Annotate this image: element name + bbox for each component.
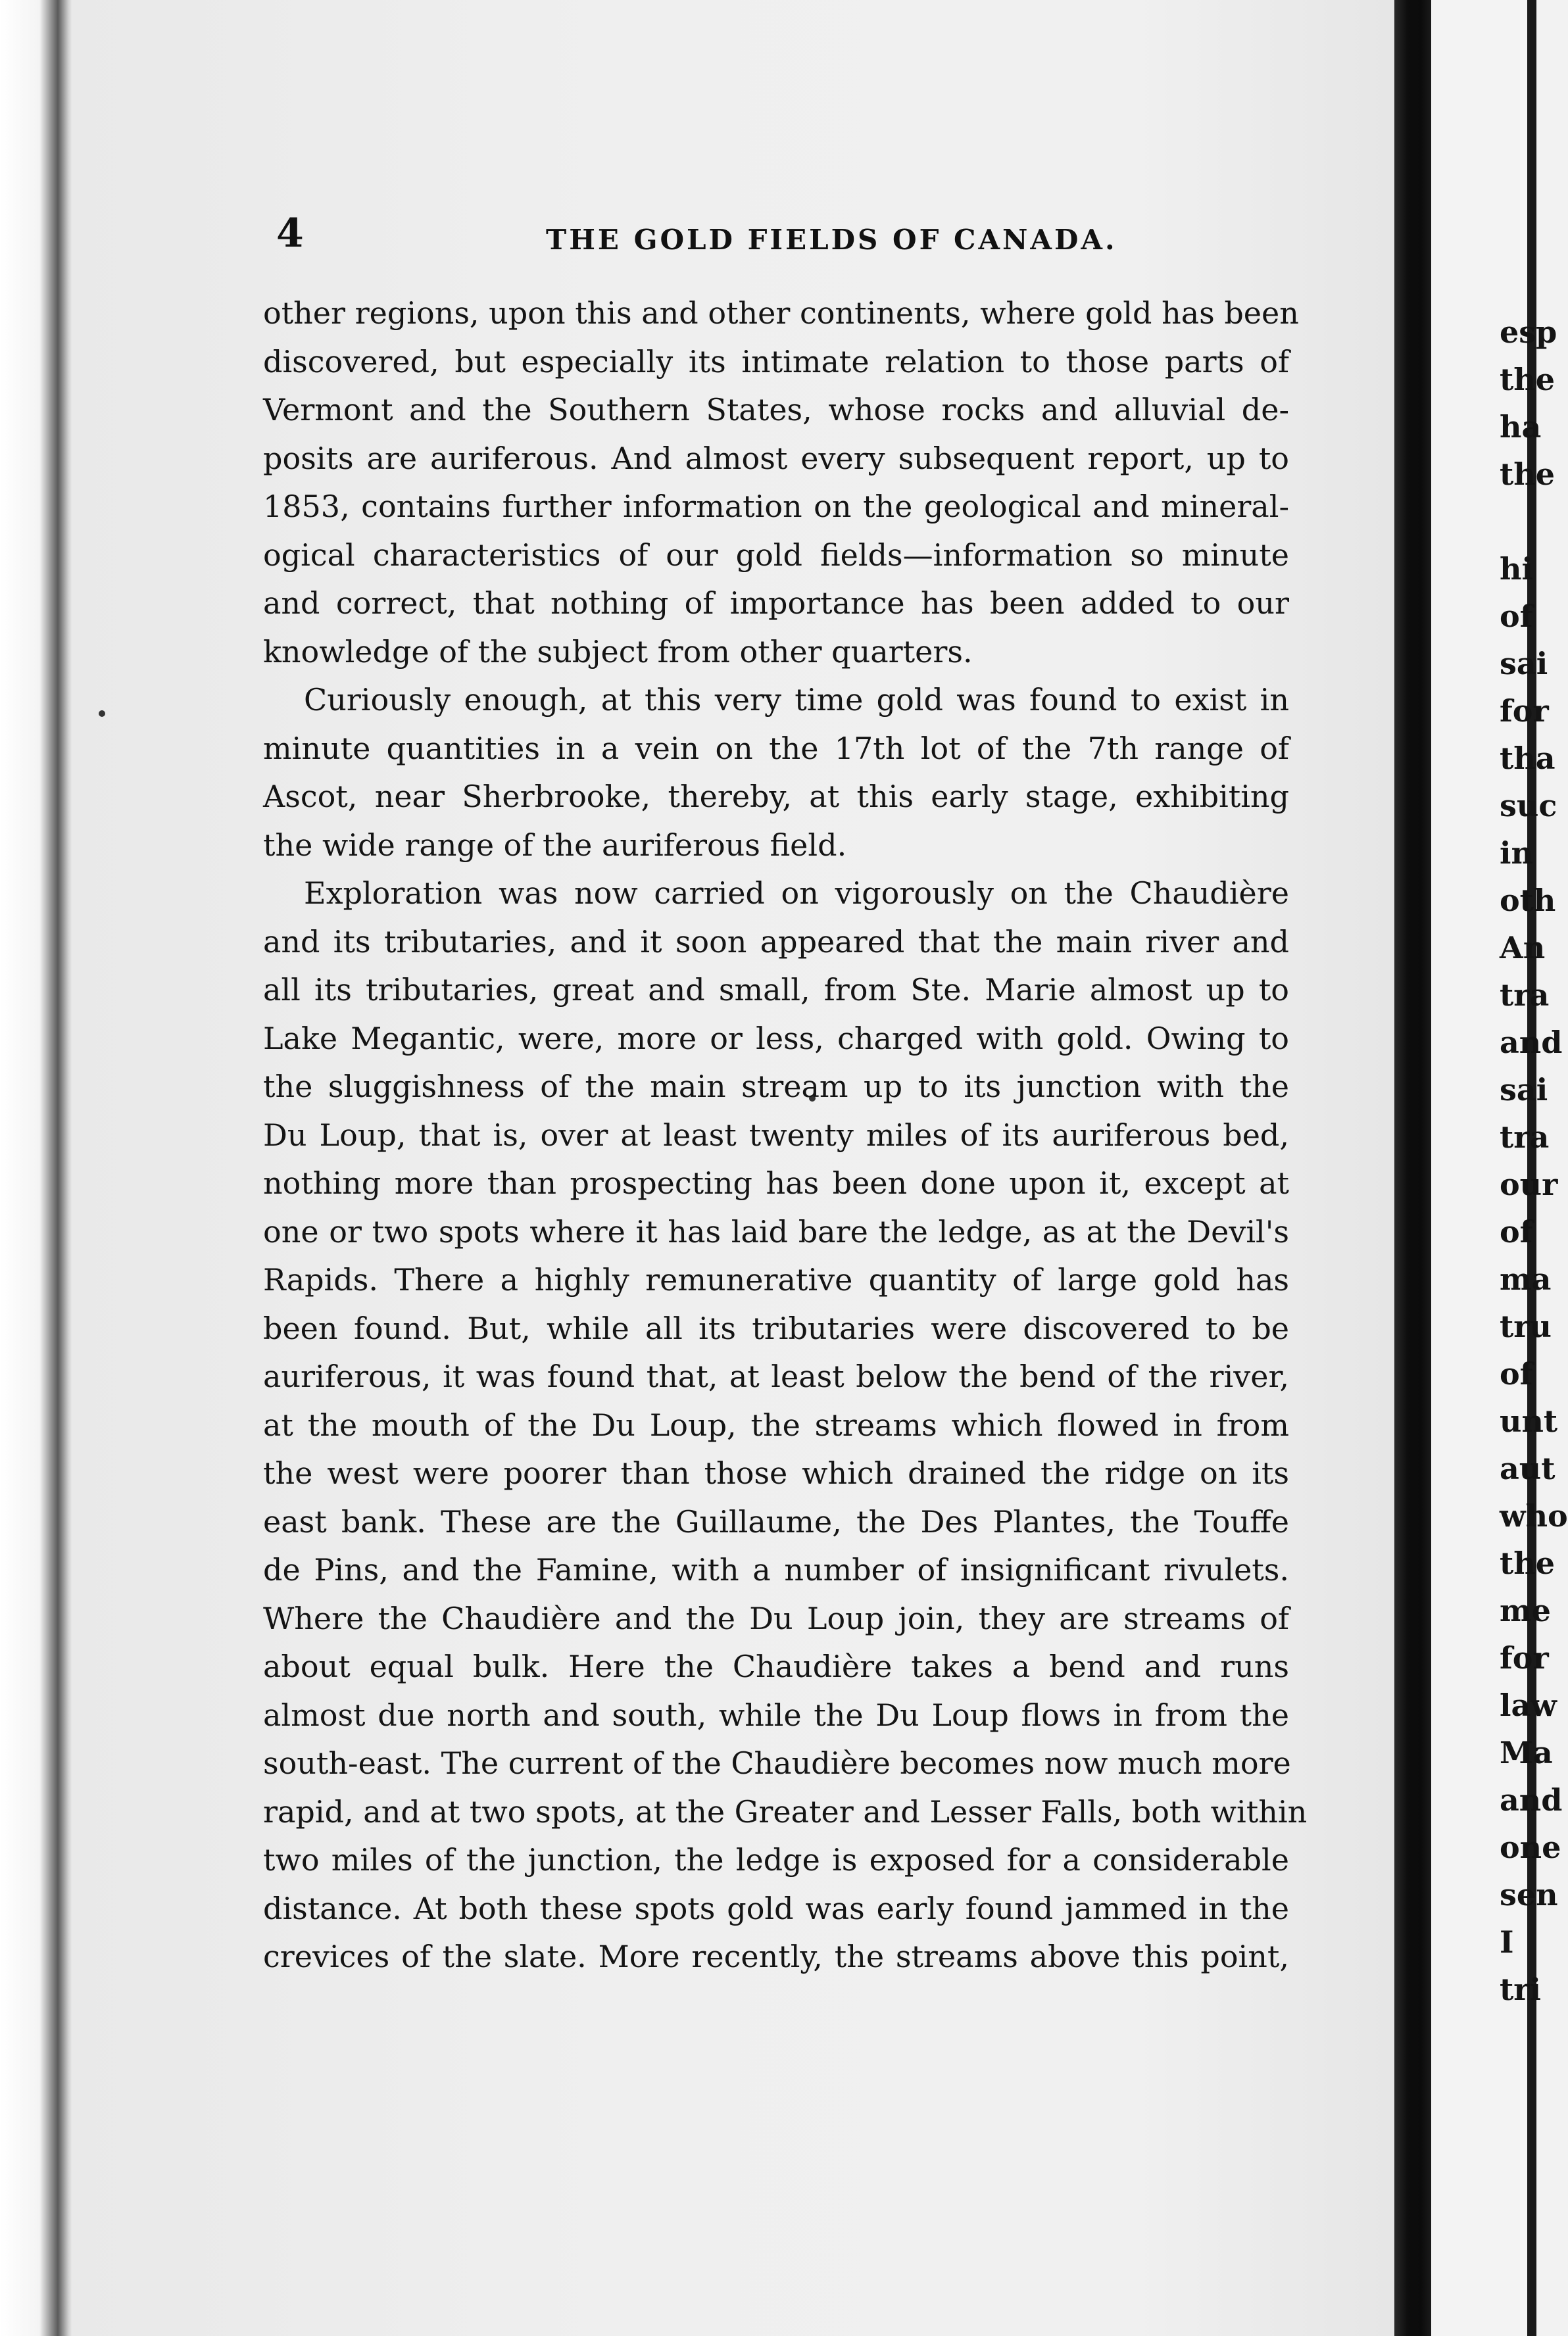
text-line: ogical characteristics of our gold fields—information so minute [263, 537, 1289, 573]
facing-page-fragment: for [1500, 693, 1549, 729]
text-line: distance. At both these spots gold was early found jammed in the [263, 1890, 1289, 1926]
text-line: the west were poorer than those which drained the ridge on its [263, 1455, 1289, 1491]
text-line: auriferous, it was found that, at least below the bend of the river, [263, 1359, 1289, 1394]
text-line: rapid, and at two spots, at the Greater and Lesser Falls, both within [263, 1793, 1308, 1830]
facing-page-fragment: tru [1500, 1309, 1552, 1344]
text-line: Vermont and the Southern States, whose rocks and alluvial de- [263, 392, 1289, 427]
paragraph-1 [263, 289, 1299, 676]
facing-page-fragment: unt [1500, 1403, 1558, 1439]
text-line: about equal bulk. Here the Chaudière takes a bend and runs [263, 1649, 1289, 1684]
facing-page-fragment: tra [1500, 1119, 1550, 1155]
facing-page-fragment: in [1500, 835, 1533, 871]
text-line: two miles of the junction, the ledge is exposed for a considerable [263, 1842, 1289, 1878]
facing-page-fragment: esp [1500, 314, 1557, 350]
facing-page-fragment: the [1500, 362, 1555, 397]
text-line: Where the Chaudière and the Du Loup join, they are streams of [263, 1600, 1289, 1636]
scan-speck [99, 710, 105, 717]
facing-page-fragment: of [1500, 1214, 1533, 1250]
scan-left-margin [0, 0, 72, 2336]
text-line: discovered, but especially its intimate relation to those parts of [263, 343, 1289, 379]
text-line: south-east. The current of the Chaudière becomes now much more [263, 1745, 1291, 1781]
text-line: Du Loup, that is, over at least twenty miles of its auriferous bed, [263, 1117, 1289, 1153]
text-line: one or two spots where it has laid bare the ledge, as at the Devil's [263, 1213, 1289, 1250]
facing-page-fragment: sai [1500, 1072, 1548, 1107]
text-line: all its tributaries, great and small, from Ste. Marie almost up to [263, 972, 1289, 1008]
facing-page-fragment: of [1500, 598, 1533, 634]
facing-page-fragment: who [1500, 1498, 1568, 1534]
facing-page-fragment: one [1500, 1830, 1561, 1865]
paragraph-3 [263, 869, 1308, 1982]
text-line: posits are auriferous. And almost every subsequent report, up to [263, 440, 1289, 476]
facing-page-fragment: tra [1500, 977, 1550, 1013]
facing-page-fragment: me [1500, 1593, 1551, 1628]
facing-page-fragment: suc [1500, 788, 1557, 823]
page-title: THE GOLD FIELDS OF CANADA. [546, 224, 1117, 256]
facing-page-fragment: of [1500, 1356, 1533, 1392]
text-line: knowledge of the subject from other quarters. [263, 633, 973, 669]
facing-page-fragment: tri [1500, 1972, 1541, 2007]
text-line: crevices of the slate. More recently, the streams above this point, [263, 1939, 1289, 1974]
text-line: Lake Megantic, were, more or less, charged with gold. Owing to [263, 1020, 1289, 1056]
facing-page-fragment: law [1500, 1688, 1557, 1723]
facing-page-fragment: aut [1500, 1451, 1556, 1486]
facing-page-fragment: and [1500, 1025, 1563, 1060]
text-line: de Pins, and the Famine, with a number of insignificant rivulets. [263, 1552, 1289, 1588]
facing-page-fragment: Ma [1500, 1735, 1553, 1770]
page-number: 4 [276, 210, 304, 256]
facing-page-fragment: ma [1500, 1261, 1552, 1297]
facing-page-fragment: sai [1500, 646, 1548, 681]
facing-page-fragment: hi [1500, 551, 1533, 587]
text-line: other regions, upon this and other continents, where gold has been [263, 295, 1299, 331]
body-text [263, 289, 1308, 1982]
text-line: Curiously enough, at this very time gold was found to exist in [304, 682, 1289, 718]
text-line: Ascot, near Sherbrooke, thereby, at this early stage, exhibiting [263, 779, 1289, 814]
text-line: 1853, contains further information on the geological and mineral- [263, 489, 1289, 524]
text-line: Rapids. There a highly remunerative quantity of large gold has [263, 1262, 1289, 1298]
facing-page-fragment: tha [1500, 741, 1556, 776]
facing-page-fragment: and [1500, 1782, 1563, 1818]
text-line: the wide range of the auriferous field. [263, 827, 847, 863]
facing-page-fragment: I [1500, 1924, 1514, 1960]
book-gutter [1394, 0, 1431, 2336]
text-line: nothing more than prospecting has been done upon it, except at [263, 1165, 1289, 1201]
text-line: minute quantities in a vein on the 17th lot of the 7th range of [263, 730, 1289, 766]
facing-page-fragment: An [1500, 930, 1546, 965]
text-line: east bank. These are the Guillaume, the Des Plantes, the Touffe [263, 1503, 1289, 1540]
facing-page-fragment: the [1500, 1545, 1555, 1581]
facing-page-fragment: the [1500, 456, 1555, 492]
text-line: at the mouth of the Du Loup, the streams which flowed in from [263, 1407, 1289, 1443]
text-line: and correct, that nothing of importance has been added to our [263, 585, 1289, 621]
text-line: Exploration was now carried on vigorously on the Chaudière [304, 875, 1289, 911]
text-line: and its tributaries, and it soon appeared that the main river and [263, 923, 1289, 960]
facing-page-fragment: sen [1500, 1877, 1558, 1912]
paragraph-2 [263, 676, 1289, 869]
facing-page-fragment: oth [1500, 883, 1556, 918]
running-head [276, 210, 1315, 263]
facing-page-fragment: our [1500, 1167, 1558, 1202]
text-line: the sluggishness of the main stream up to its junction with the [263, 1069, 1289, 1104]
facing-page-fragment: for [1500, 1640, 1549, 1676]
facing-page-fragment: ha [1500, 409, 1542, 445]
text-line: been found. But, while all its tributaries were discovered to be [263, 1310, 1289, 1346]
text-line: almost due north and south, while the Du Loup flows in from the [263, 1697, 1289, 1733]
